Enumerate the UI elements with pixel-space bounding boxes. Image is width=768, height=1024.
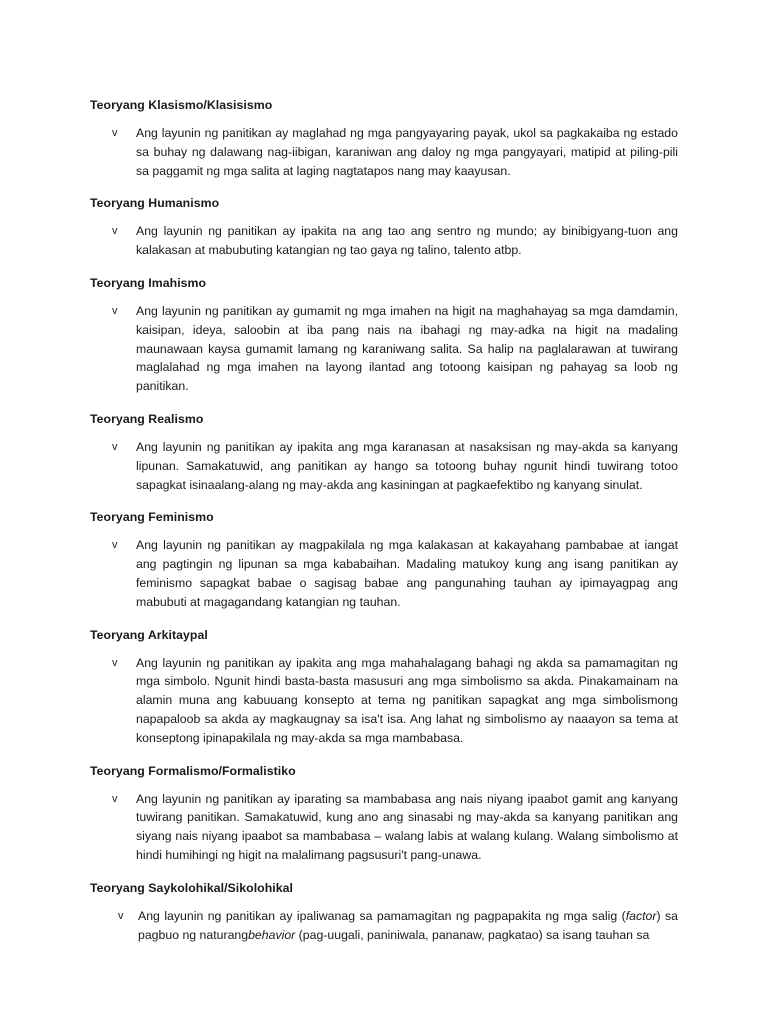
bullet-item (90, 654, 678, 748)
bullet-item (90, 907, 678, 945)
bullet-text: Ang layunin ng panitikan ay iparating sa mambabasa ang nais niyang ipaabot gamit ang kanyang tuwirang panitikan. Samakatuwid, kung ano ang sinasabi ng may-akda sa kanyang panitikan ang siyang nais niyang ipaabot sa mambabasa – walang labis at walang kulang. Walang simbolismo at hindi humihingi ng higit na malalimang pagsusuri't pang-unawa. (136, 791, 678, 862)
bullet-icon: v (112, 127, 118, 139)
bullet-icon: v (112, 304, 118, 317)
bullet-text: Ang layunin ng panitikan ay ipaliwanag sa pamamagitan ng pagpapakita ng mga salig ( (138, 908, 626, 923)
section-title: Teoryang Klasismo/Klasisismo (90, 98, 273, 112)
bullet-item (90, 222, 678, 260)
section-title: Teoryang Humanismo (90, 196, 220, 211)
section-imahismo (90, 274, 678, 396)
section-title: Teoryang Realismo (90, 411, 204, 426)
section-title: Teoryang Saykolohikal/Sikolohikal (90, 880, 294, 895)
section-arkitaypal (90, 626, 678, 748)
section-formalismo (90, 762, 678, 865)
bullet-item (90, 302, 678, 396)
bullet-item (90, 790, 678, 865)
bullet-icon: v (112, 656, 118, 669)
bullet-text: Ang layunin ng panitikan ay ipakita ang mga mahahalagang bahagi ng akda sa pamamagitan ng mga simbolo. Ngunit hindi basta-basta masusuri ang mga simbolismo sa akda. Pinakamainam na alamin muna ang kabuuang konsepto at tema ng panitikan sapagkat ang mga simbolismong napapaloob sa akda ay magkaugnay sa isa't isa. Ang lahat ng simbolismo ay naaayon sa tema at konseptong ipinapakilala ng may-akda sa mga mambabasa. (136, 655, 678, 745)
section-klasismo (90, 96, 678, 180)
section-title: Teoryang Feminismo (90, 510, 214, 525)
bullet-icon: v (112, 225, 118, 238)
section-feminismo (90, 508, 678, 611)
bullet-text: (pag-uugali, paniniwala, pananaw, pagkatao) sa isang tauhan sa (295, 927, 650, 942)
bullet-icon: v (118, 909, 124, 922)
bullet-item (90, 536, 678, 611)
bullet-item (90, 124, 678, 180)
section-humanismo (90, 194, 678, 260)
bullet-icon: v (112, 539, 118, 552)
section-title: Teoryang Arkitaypal (90, 627, 208, 642)
bullet-text: Ang layunin ng panitikan ay maglahad ng mga pangyayaring payak, ukol sa pagkakaiba ng estado sa buhay ng dalawang nag-iibigan, karaniwan ang daloy ng mga pangyayari, matipid at piling-pili sa paggamit ng mga salita at laging nagtatapos nang may kaayusan. (136, 126, 678, 178)
bullet-text: Ang layunin ng panitikan ay gumamit ng mga imahen na higit na maghahayag sa mga damdamin, kaisipan, ideya, saloobin at iba pang nais na ibahagi ng may-adka na higit na madaling maunawaan kaysa gumamit lamang ng karaniwang salita. Sa halip na paglalarawan at tuwirang maglalahad ng mga imahen na layong ilantad ang totoong kaisipan ng pahayag sa loob ng panitikan. (136, 303, 678, 394)
bullet-item (90, 438, 678, 494)
section-realismo (90, 410, 678, 494)
bullet-text-italic: factor (625, 908, 657, 923)
bullet-icon: v (112, 792, 118, 805)
section-title: Teoryang Imahismo (90, 275, 207, 290)
bullet-text: Ang layunin ng panitikan ay ipakita na ang tao ang sentro ng mundo; ay binibigyang-tuon ang kalakasan at mabubuting katangian ng tao gaya ng talino, talento atbp. (136, 224, 678, 258)
bullet-text-italic: behavior (248, 927, 296, 942)
bullet-text: Ang layunin ng panitikan ay magpakilala ng mga kalakasan at kakayahang pambabae at iangat ang pagtingin ng lipunan sa mga kababaihan. Madaling matukoy kung ang isang panitikan ay feminismo sapagkat babae o sagisag babae ang pangunahing tauhan ay ipimayagpag ang mabubuti at magagandang katangian ng tauhan. (136, 538, 678, 609)
bullet-icon: v (112, 440, 118, 453)
section-saykolohikal (90, 879, 678, 945)
section-title: Teoryang Formalismo/Formalistiko (90, 763, 296, 778)
bullet-text: ) sa pagbuo ng naturang (138, 908, 678, 942)
bullet-text: Ang layunin ng panitikan ay ipakita ang mga karanasan at nasaksisan ng may-akda sa kanyang lipunan. Samakatuwid, ang panitikan ay hango sa totoong buhay ngunit hindi tuwirang totoo sapagkat isinaalang-alang ng may-akda ang kasiningan at pagkaefektibo ng kanyang sinulat. (136, 439, 678, 492)
